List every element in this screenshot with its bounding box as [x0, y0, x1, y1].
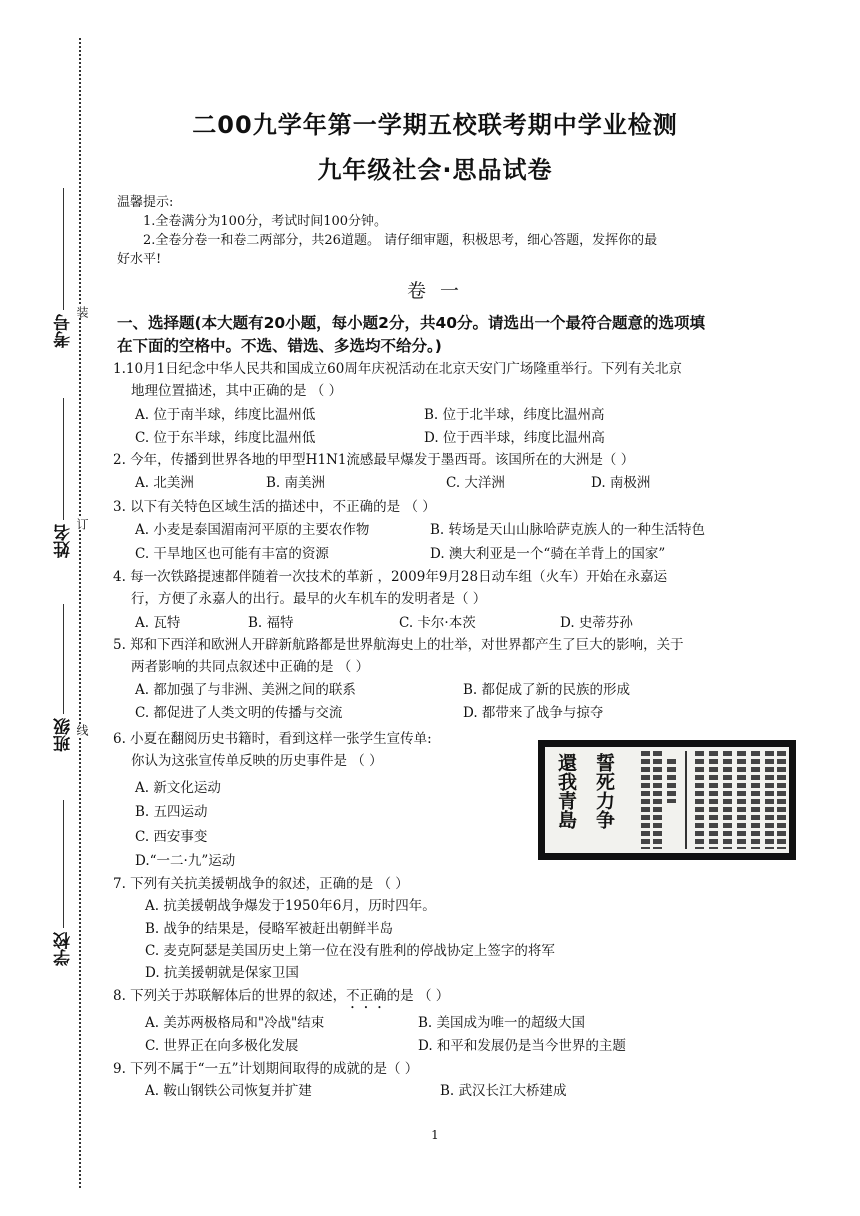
binding-dotted-line — [79, 38, 81, 1188]
volume-heading: 卷 一 — [406, 280, 464, 302]
q6-option-d[interactable]: D.“一二·九”运动 — [135, 853, 236, 869]
q3-stem: 3. 以下有关特色区域生活的描述中，不正确的是 （ ） — [113, 499, 436, 515]
leaflet-paper — [545, 747, 789, 853]
q4-option-c[interactable]: C. 卡尔·本茨 — [399, 615, 476, 631]
leaflet-slogan-1: 誓死力争 — [593, 753, 615, 829]
page-number: 1 — [431, 1128, 439, 1142]
q5-stem-1: 5. 郑和下西洋和欧洲人开辟新航路都是世界航海史上的壮举，对世界都产生了巨大的影响，关于 — [113, 637, 684, 653]
q8-option-c[interactable]: C. 世界正在向多极化发展 — [145, 1038, 299, 1054]
leaflet-text-column — [765, 751, 774, 849]
q4-option-b[interactable]: B. 福特 — [248, 615, 294, 631]
question-1 — [113, 358, 768, 402]
name-line — [63, 398, 64, 520]
q1-stem-1: 1.10月1日纪念中华人民共和国成立60周年庆祝活动在北京天安门广场隆重举行。下列有关北京 — [113, 361, 682, 377]
leaflet-text-column — [667, 759, 676, 803]
q4-option-d[interactable]: D. 史蒂芬孙 — [560, 615, 633, 631]
q7-option-d[interactable]: D. 抗美援朝就是保家卫国 — [145, 965, 299, 981]
q8-option-a[interactable]: A. 美苏两极格局和"冷战"结束 — [145, 1015, 325, 1031]
tips-line-1: 1.全卷满分为100分，考试时间100分钟。 — [143, 214, 388, 229]
school-label: 学校 — [53, 932, 74, 966]
q1-option-c[interactable]: C. 位于东半球，纬度比温州低 — [135, 430, 316, 446]
q2-option-a[interactable]: A. 北美洲 — [135, 475, 194, 491]
q2-option-c[interactable]: C. 大洋洲 — [446, 475, 505, 491]
q9-option-a[interactable]: A. 鞍山钢铁公司恢复并扩建 — [145, 1083, 312, 1099]
q4-stem-2: 行，方便了永嘉人的出行。最早的火车机车的发明者是（ ） — [131, 591, 487, 607]
q2-option-d[interactable]: D. 南极洲 — [591, 475, 651, 491]
q9-stem: 9. 下列不属于“一五”计划期间取得的成就的是（ ） — [113, 1061, 419, 1077]
binding-mark-xian: 线 — [75, 724, 89, 736]
exam-subtitle: 九年级社会·思品试卷 — [317, 156, 553, 184]
q8-stem-post: 的是 （ ） — [386, 988, 450, 1004]
q8-option-d[interactable]: D. 和平和发展仍是当今世界的主题 — [418, 1038, 626, 1054]
class-label: 班级 — [53, 718, 74, 752]
leaflet-text-column — [737, 751, 746, 849]
leaflet-slogan-2: 還我青島 — [555, 753, 577, 829]
question-6 — [113, 728, 533, 772]
leaflet-text-column — [723, 751, 732, 849]
question-4 — [113, 566, 768, 610]
name-field[interactable] — [50, 398, 76, 562]
q8-option-b[interactable]: B. 美国成为唯一的超级大国 — [418, 1015, 586, 1031]
leaflet-text-column — [751, 751, 760, 849]
tips-line-3: 好水平! — [117, 252, 162, 267]
q7-option-b[interactable]: B. 战争的结果是，侵略军被赶出朝鲜半岛 — [145, 921, 394, 937]
leaflet-divider — [685, 751, 687, 849]
name-label: 姓名 — [53, 524, 74, 558]
question-5 — [113, 634, 768, 678]
q1-stem-2: 地理位置描述，其中正确的是 （ ） — [131, 383, 343, 399]
section-line-2: 在下面的空格中。不选、错选、多选均不给分。) — [117, 337, 442, 355]
school-field[interactable] — [50, 800, 76, 970]
q4-option-a[interactable]: A. 瓦特 — [135, 615, 181, 631]
binding-mark-ding: 订 — [75, 518, 89, 530]
tips-block — [117, 193, 762, 269]
school-line — [63, 800, 64, 928]
exam-number-label: 考号 — [53, 314, 74, 348]
q6-option-b[interactable]: B. 五四运动 — [135, 804, 208, 820]
tips-label: 温馨提示: — [117, 195, 174, 210]
q1-option-b[interactable]: B. 位于北半球，纬度比温州高 — [424, 407, 605, 423]
propaganda-leaflet-image — [538, 740, 796, 860]
q5-option-d[interactable]: D. 都带来了战争与掠夺 — [463, 705, 604, 721]
q7-option-c[interactable]: C. 麦克阿瑟是美国历史上第一位在没有胜利的停战协定上签字的将军 — [145, 943, 555, 959]
q5-stem-2: 两者影响的共同点叙述中正确的是 （ ） — [131, 659, 370, 675]
binding-mark-zhuang: 装 — [75, 306, 89, 318]
q2-stem: 2. 今年，传播到世界各地的甲型H1N1流感最早爆发于墨西哥。该国所在的大洲是（ ） — [113, 452, 635, 468]
q6-stem-1: 6. 小夏在翻阅历史书籍时，看到这样一张学生宣传单: — [113, 731, 432, 747]
q3-option-b[interactable]: B. 转场是天山山脉哈萨克族人的一种生活特色 — [430, 522, 706, 538]
q5-option-a[interactable]: A. 都加强了与非洲、美洲之间的联系 — [135, 682, 356, 698]
class-field[interactable] — [50, 604, 76, 756]
class-line — [63, 604, 64, 714]
q8-stem-emphasis: 不正确 — [346, 988, 387, 1004]
leaflet-text-column — [653, 751, 662, 849]
q8-stem-pre: 8. 下列关于苏联解体后的世界的叙述， — [113, 988, 347, 1004]
q3-option-c[interactable]: C. 干旱地区也可能有丰富的资源 — [135, 546, 329, 562]
exam-title: 二00九学年第一学期五校联考期中学业检测 — [192, 111, 678, 139]
q2-option-b[interactable]: B. 南美洲 — [266, 475, 326, 491]
leaflet-text-column — [695, 751, 704, 849]
q3-option-d[interactable]: D. 澳大利亚是一个“骑在羊背上的国家” — [430, 546, 666, 562]
leaflet-text-column — [777, 751, 786, 849]
exam-number-field[interactable] — [50, 188, 76, 352]
leaflet-text-column — [641, 751, 650, 849]
q6-option-a[interactable]: A. 新文化运动 — [135, 780, 221, 796]
q9-option-b[interactable]: B. 武汉长江大桥建成 — [440, 1083, 567, 1099]
q8-stem — [113, 985, 768, 1012]
tips-line-2: 2.全卷分卷一和卷二两部分，共26道题。 请仔细审题，积极思考，细心答题，发挥你的最 — [143, 233, 658, 248]
q1-option-d[interactable]: D. 位于西半球，纬度比温州高 — [424, 430, 605, 446]
q6-stem-2: 你认为这张宣传单反映的历史事件是 （ ） — [131, 753, 383, 769]
leaflet-text-column — [709, 751, 718, 849]
q7-stem: 7. 下列有关抗美援朝战争的叙述，正确的是 （ ） — [113, 876, 409, 892]
section-heading — [117, 312, 767, 358]
q5-option-c[interactable]: C. 都促进了人类文明的传播与交流 — [135, 705, 343, 721]
q1-option-a[interactable]: A. 位于南半球，纬度比温州低 — [135, 407, 316, 423]
q6-option-c[interactable]: C. 西安事变 — [135, 829, 208, 845]
q4-stem-1: 4. 每一次铁路提速都伴随着一次技术的革新 ，2009年9月28日动车组（火车）开始在永嘉运 — [113, 569, 668, 585]
q7-option-a[interactable]: A. 抗美援朝战争爆发于1950年6月，历时四年。 — [145, 898, 436, 914]
section-line-1: 一、选择题(本大题有20小题，每小题2分，共40分。请选出一个最符合题意的选项填 — [117, 314, 706, 332]
q3-option-a[interactable]: A. 小麦是泰国湄南河平原的主要农作物 — [135, 522, 370, 538]
q5-option-b[interactable]: B. 都促成了新的民族的形成 — [463, 682, 631, 698]
